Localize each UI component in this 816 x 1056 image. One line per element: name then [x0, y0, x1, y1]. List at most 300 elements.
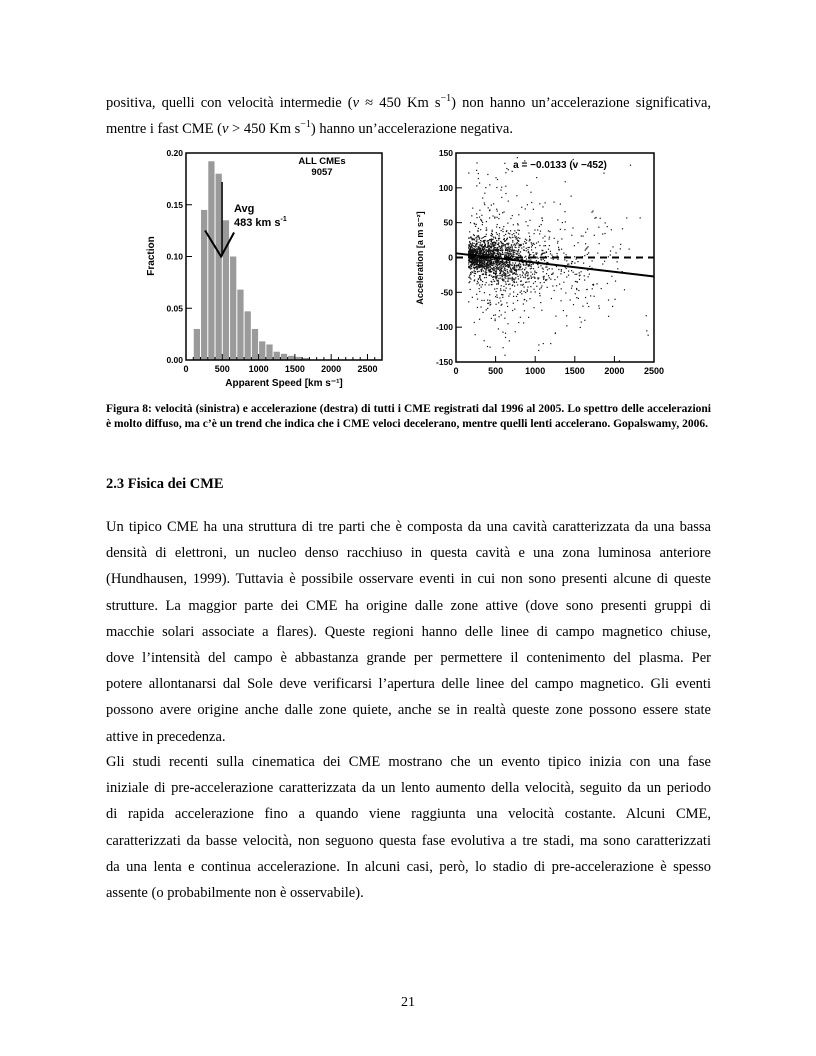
scatter-point: [553, 272, 554, 273]
scatter-point: [514, 269, 515, 270]
scatter-point: [510, 267, 511, 268]
scatter-point: [502, 276, 503, 277]
scatter-point: [507, 275, 508, 276]
scatter-point: [507, 252, 508, 253]
scatter-point: [531, 244, 532, 245]
scatter-point: [471, 250, 472, 251]
scatter-point: [539, 203, 540, 204]
scatter-point: [496, 247, 497, 248]
scatter-point: [487, 251, 488, 252]
scatter-point: [487, 308, 488, 309]
scatter-point: [468, 172, 469, 173]
scatter-point: [533, 243, 534, 244]
scatter-point: [568, 275, 569, 276]
scatter-point: [506, 230, 507, 231]
scatter-point: [564, 259, 565, 260]
scatter-point: [536, 272, 537, 273]
hist-ylabel: Fraction: [146, 236, 157, 276]
scatter-point: [499, 253, 500, 254]
scatter-point: [504, 163, 505, 164]
scatter-point: [533, 289, 534, 290]
scatter-point: [608, 256, 609, 257]
scatter-point: [563, 252, 564, 253]
scatter-point: [608, 316, 609, 317]
scatter-point: [578, 298, 579, 299]
scatter-point: [508, 281, 509, 282]
scatter-point: [568, 270, 569, 271]
scatter-point: [491, 251, 492, 252]
scatter-point: [509, 293, 510, 294]
scatter-point: [496, 291, 497, 292]
scatter-point: [524, 291, 525, 292]
scatter-point: [522, 271, 523, 272]
scatter-point: [545, 202, 546, 203]
scatter-point: [479, 288, 480, 289]
scatter-point: [476, 266, 477, 267]
scatter-point: [607, 283, 608, 284]
scatter-point: [492, 244, 493, 245]
scatter-point: [518, 237, 519, 238]
scatter-point: [598, 305, 599, 306]
scatter-point: [501, 243, 502, 244]
scatter-point: [514, 279, 515, 280]
scatter-point: [489, 347, 490, 348]
scatter-point: [497, 244, 498, 245]
scatter-point: [492, 268, 493, 269]
scatter-point: [603, 173, 604, 174]
scatter-point: [509, 246, 510, 247]
scatter-point: [525, 282, 526, 283]
scatter-point: [561, 288, 562, 289]
scatter-point: [507, 223, 508, 224]
scatter-point: [494, 276, 495, 277]
scatter-ylabel: Acceleration [a m s⁻²]: [415, 211, 425, 305]
hist-bar: [252, 329, 258, 360]
scatter-point: [490, 260, 491, 261]
scatter-point: [555, 332, 556, 333]
scatter-point: [617, 268, 618, 269]
scatter-point: [525, 267, 526, 268]
scatter-point: [477, 257, 478, 258]
scatter-point: [541, 254, 542, 255]
scatter-point: [470, 267, 471, 268]
scatter-point: [473, 250, 474, 251]
scatter-point: [505, 249, 506, 250]
scatter-point: [472, 263, 473, 264]
scatter-point: [604, 261, 605, 262]
scatter-point: [474, 248, 475, 249]
scatter-point: [498, 239, 499, 240]
scatter-point: [503, 245, 504, 246]
scatter-point: [486, 253, 487, 254]
scatter-point: [496, 217, 497, 218]
scatter-point: [495, 319, 496, 320]
scatter-point: [491, 261, 492, 262]
scatter-point: [602, 263, 603, 264]
scatter-point: [558, 269, 559, 270]
scatter-point: [543, 277, 544, 278]
scatter-point: [499, 310, 500, 311]
scatter-point: [525, 208, 526, 209]
scatter-point: [500, 256, 501, 257]
scatter-point: [543, 245, 544, 246]
scatter-point: [504, 312, 505, 313]
scatter-point: [584, 255, 585, 256]
scatter-point: [505, 333, 506, 334]
scatter-point: [483, 252, 484, 253]
scatter-point: [489, 254, 490, 255]
scatter-point: [515, 274, 516, 275]
scatter-point: [481, 258, 482, 259]
hist-xtick-label: 500: [214, 364, 230, 374]
scatter-point: [550, 253, 551, 254]
scatter-point: [479, 275, 480, 276]
scatter-point: [565, 221, 566, 222]
scatter-point: [502, 212, 503, 213]
scatter-point: [511, 244, 512, 245]
scatter-point: [489, 209, 490, 210]
scatter-point: [527, 204, 528, 205]
scatter-point: [541, 310, 542, 311]
scatter-point: [525, 265, 526, 266]
scatter-point: [585, 232, 586, 233]
scatter-point: [517, 294, 518, 295]
scatter-point: [490, 263, 491, 264]
scatter-point: [579, 272, 580, 273]
scatter-point: [488, 284, 489, 285]
scatter-point: [469, 250, 470, 251]
scatter-point: [501, 230, 502, 231]
scatter-point: [563, 310, 564, 311]
scatter-point: [469, 275, 470, 276]
scatter-point: [495, 244, 496, 245]
scatter-point: [587, 289, 588, 290]
scatter-point: [565, 181, 566, 182]
scatter-point: [524, 241, 525, 242]
scatter-point: [550, 343, 551, 344]
scatter-point: [500, 250, 501, 251]
scatter-point: [491, 281, 492, 282]
scatter-point: [497, 210, 498, 211]
scatter-point: [508, 244, 509, 245]
scatter-point: [525, 275, 526, 276]
scatter-point: [503, 279, 504, 280]
scatter-point: [475, 246, 476, 247]
scatter-point: [482, 197, 483, 198]
scatter-point: [468, 301, 469, 302]
scatter-point: [474, 322, 475, 323]
scatter-point: [581, 321, 582, 322]
paragraph1-line: (Hundhausen, 1999). Tuttavia è possibile osservare eventi in cui non sono presenti alcune di queste: [106, 571, 711, 588]
scatter-point: [604, 233, 605, 234]
scatter-point: [535, 272, 536, 273]
scatter-point: [490, 246, 491, 247]
scatter-point: [516, 232, 517, 233]
scatter-point: [513, 303, 514, 304]
hist-legend-title: ALL CMEs: [298, 156, 346, 167]
scatter-point: [611, 276, 612, 277]
scatter-point: [501, 271, 502, 272]
scatter-point: [539, 288, 540, 289]
scatter-point: [479, 267, 480, 268]
scatter-point: [514, 309, 515, 310]
scatter-point: [492, 246, 493, 247]
scatter-point: [486, 227, 487, 228]
scatter-point: [541, 287, 542, 288]
scatter-point: [524, 299, 525, 300]
scatter-point: [536, 243, 537, 244]
scatter-point: [496, 288, 497, 289]
scatter-point: [495, 304, 496, 305]
hist-bar: [223, 220, 229, 360]
scatter-point: [519, 230, 520, 231]
scatter-point: [539, 293, 540, 294]
scatter-point: [476, 269, 477, 270]
scatter-point: [494, 281, 495, 282]
scatter-point: [534, 274, 535, 275]
hist-ytick-label: 0.00: [166, 355, 183, 365]
scatter-point: [476, 294, 477, 295]
scatter-point: [585, 250, 586, 251]
scatter-point: [560, 273, 561, 274]
scatter-point: [495, 238, 496, 239]
scatter-point: [471, 271, 472, 272]
scatter-point: [574, 256, 575, 257]
scatter-point: [493, 261, 494, 262]
scatter-point: [470, 243, 471, 244]
scatter-point: [616, 261, 617, 262]
scatter-point: [587, 246, 588, 247]
scatter-point: [592, 288, 593, 289]
scatter-point: [487, 264, 488, 265]
scatter-point: [506, 247, 507, 248]
scatter-point: [506, 252, 507, 253]
scatter-point: [544, 282, 545, 283]
scatter-point: [499, 246, 500, 247]
scatter-point: [513, 250, 514, 251]
scatter-point: [501, 314, 502, 315]
scatter-point: [474, 223, 475, 224]
scatter-point: [496, 280, 497, 281]
scatter-point: [480, 262, 481, 263]
scatter-point: [504, 254, 505, 255]
scatter-point: [476, 170, 477, 171]
scatter-point: [566, 276, 567, 277]
scatter-point: [528, 281, 529, 282]
scatter-point: [508, 200, 509, 201]
scatter-point: [512, 262, 513, 263]
scatter-point: [509, 270, 510, 271]
scatter-point: [469, 277, 470, 278]
hist-xtick-label: 2000: [321, 364, 342, 374]
scatter-point: [481, 251, 482, 252]
scatter-point: [549, 268, 550, 269]
scatter-point: [478, 249, 479, 250]
scatter-point: [491, 284, 492, 285]
scatter-point: [475, 244, 476, 245]
scatter-point: [493, 272, 494, 273]
scatter-point: [557, 276, 558, 277]
scatter-point: [485, 250, 486, 251]
scatter-point: [615, 280, 616, 281]
scatter-point: [611, 229, 612, 230]
scatter-point: [509, 340, 510, 341]
scatter-point: [480, 253, 481, 254]
scatter-point: [496, 276, 497, 277]
scatter-point: [503, 265, 504, 266]
scatter-point: [624, 289, 625, 290]
scatter-point: [476, 162, 477, 163]
hist-ytick-label: 0.15: [166, 199, 183, 210]
scatter-point: [510, 237, 511, 238]
scatter-point: [546, 262, 547, 263]
scatter-point: [535, 281, 536, 282]
scatter-point: [529, 298, 530, 299]
scatter-point: [620, 248, 621, 249]
scatter-point: [531, 277, 532, 278]
scatter-point: [479, 253, 480, 254]
scatter-point: [512, 240, 513, 241]
scatter-point: [498, 218, 499, 219]
scatter-point: [587, 270, 588, 271]
scatter-point: [523, 272, 524, 273]
scatter-point: [476, 283, 477, 284]
scatter-point: [587, 303, 588, 304]
scatter-point: [524, 310, 525, 311]
scatter-point: [540, 282, 541, 283]
scatter-point: [546, 266, 547, 267]
scatter-point: [470, 222, 471, 223]
scatter-point: [543, 268, 544, 269]
scatter-point: [468, 260, 469, 261]
scatter-point: [545, 280, 546, 281]
scatter-point: [581, 235, 582, 236]
hist-avg-value: 483 km $s^{-1}$: [234, 216, 287, 229]
scatter-point: [492, 243, 493, 244]
scatter-point: [479, 183, 480, 184]
scatter-point: [497, 234, 498, 235]
scatter-point: [560, 203, 561, 204]
scatter-point: [583, 263, 584, 264]
scatter-point: [470, 248, 471, 249]
scatter-point: [484, 193, 485, 194]
hist-avg-label: Avg: [234, 203, 255, 215]
scatter-point: [526, 240, 527, 241]
scatter-point: [487, 303, 488, 304]
scatter-point: [511, 246, 512, 247]
scatter-point: [510, 249, 511, 250]
scatter-point: [488, 242, 489, 243]
scatter-point: [488, 246, 489, 247]
scatter-point: [526, 271, 527, 272]
scatter-point: [519, 274, 520, 275]
scatter-point: [506, 263, 507, 264]
scatter-point: [496, 273, 497, 274]
scatter-point: [504, 255, 505, 256]
scatter-point: [479, 239, 480, 240]
scatter-point: [472, 247, 473, 248]
scatter-point: [497, 275, 498, 276]
scatter-point: [487, 245, 488, 246]
scatter-point: [484, 254, 485, 255]
scatter-point: [484, 248, 485, 249]
scatter-point: [529, 247, 530, 248]
scatter-point: [543, 271, 544, 272]
scatter-point: [493, 237, 494, 238]
scatter-point: [584, 320, 585, 321]
scatter-point: [517, 157, 518, 158]
scatter-point: [490, 252, 491, 253]
scatter-point: [509, 233, 510, 234]
scatter-point: [480, 219, 481, 220]
scatter-point: [471, 239, 472, 240]
scatter-point: [491, 263, 492, 264]
scatter-point: [527, 278, 528, 279]
scatter-point: [491, 247, 492, 248]
scatter-point: [479, 319, 480, 320]
scatter-point: [482, 266, 483, 267]
scatter-point: [585, 243, 586, 244]
scatter-point: [509, 283, 510, 284]
scatter-point: [573, 304, 574, 305]
scatter-point: [560, 300, 561, 301]
scatter-point: [472, 259, 473, 260]
scatter-point: [540, 231, 541, 232]
scatter-point: [536, 254, 537, 255]
scatter-point: [505, 337, 506, 338]
scatter-point: [516, 274, 517, 275]
scatter-point: [495, 266, 496, 267]
scatter-point: [594, 218, 595, 219]
scatter-point: [500, 267, 501, 268]
scatter-point: [549, 231, 550, 232]
scatter-point: [509, 237, 510, 238]
scatter-point: [520, 284, 521, 285]
scatter-point: [478, 173, 479, 174]
scatter-point: [531, 242, 532, 243]
scatter-point: [507, 251, 508, 252]
paragraph1-line: potere allontanarsi dal Sole deve verificarsi l’apertura delle linee del campo magnetico. Gli eventi: [106, 676, 711, 693]
scatter-point: [499, 266, 500, 267]
scatter-point: [508, 295, 509, 296]
scatter-point: [622, 228, 623, 229]
scatter-point: [498, 235, 499, 236]
scatter-point: [518, 322, 519, 323]
scatter-point: [515, 237, 516, 238]
scatter-point: [484, 261, 485, 262]
scatter-point: [520, 266, 521, 267]
scatter-point: [481, 241, 482, 242]
scatter-point: [577, 261, 578, 262]
scatter-point: [554, 290, 555, 291]
scatter-point: [521, 293, 522, 294]
scatter-point: [512, 237, 513, 238]
scatter-point: [523, 265, 524, 266]
paragraph2-line: da una lenta e continua accelerazione. In alcuni casi, però, lo stadio di pre-accelerazione è spesso: [106, 858, 711, 875]
scatter-point: [517, 254, 518, 255]
scatter-point: [531, 202, 532, 203]
scatter-point: [629, 248, 630, 249]
scatter-point: [563, 282, 564, 283]
scatter-point: [503, 271, 504, 272]
scatter-point: [483, 270, 484, 271]
scatter-point: [479, 250, 480, 251]
scatter-point: [600, 218, 601, 219]
scatter-point: [508, 233, 509, 234]
scatter-point: [496, 240, 497, 241]
scatter-point: [597, 253, 598, 254]
scatter-point: [570, 299, 571, 300]
